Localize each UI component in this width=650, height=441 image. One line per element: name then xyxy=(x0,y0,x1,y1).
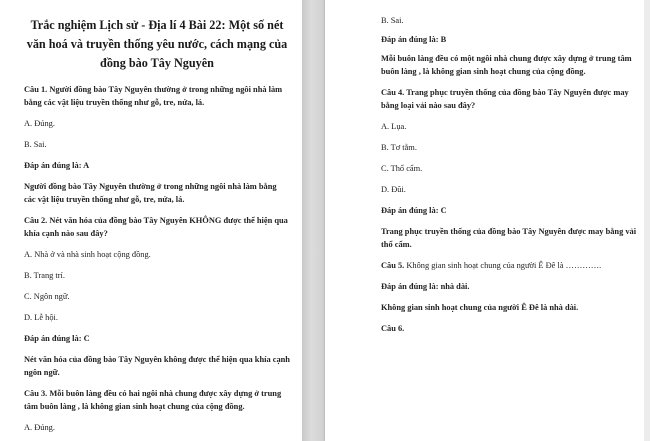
question-6: Câu 6. xyxy=(381,324,405,333)
q2-answer: Đáp án đúng là: C xyxy=(24,334,90,343)
q4-option-d: D. Đũi. xyxy=(381,185,406,194)
q4-answer: Đáp án đúng là: C xyxy=(381,206,447,215)
q3-answer: Đáp án đúng là: B xyxy=(381,35,447,44)
q1-option-b: B. Sai. xyxy=(24,140,47,149)
q3-option-a: A. Đúng. xyxy=(24,423,55,432)
q4-option-c: C. Thổ cẩm. xyxy=(381,164,423,173)
q1-option-a: A. Đúng. xyxy=(24,119,55,128)
document-page-right xyxy=(325,0,650,441)
question-4: Câu 4. Trang phục truyền thống của đồng bào Tây Nguyên được may bằng loại vải nào sau đây? xyxy=(381,88,629,110)
q2-option-d: D. Lễ hội. xyxy=(24,313,58,322)
q2-explanation: Nét văn hóa của đồng bào Tây Nguyên không được thể hiện qua khía cạnh ngôn ngữ. xyxy=(24,355,290,377)
q5-label: Câu 5. xyxy=(381,261,405,270)
q5-text: Không gian sinh hoạt chung của người Ê Đê là …………. xyxy=(404,261,602,270)
q2-option-a: A. Nhà ở và nhà sinh hoạt cộng đồng. xyxy=(24,250,151,259)
vertical-scrollbar[interactable] xyxy=(644,0,650,441)
q4-explanation: Trang phục truyền thống của đồng bào Tây Nguyên được may bằng vải thổ cẩm. xyxy=(381,227,637,249)
document-page-left xyxy=(0,0,302,441)
q1-explanation: Người đồng bào Tây Nguyên thường ở trong những ngôi nhà làm bằng các vật liệu truyền thống như gỗ, tre, nứa, lá. xyxy=(24,182,277,204)
q3-explanation: Mỗi buôn làng đều có một ngôi nhà chung được xây dựng ở trung tâm buôn làng , là không gian sinh hoạt chung của cộng đồng. xyxy=(381,54,632,76)
q2-option-c: C. Ngôn ngữ. xyxy=(24,292,70,301)
q4-option-a: A. Lụa. xyxy=(381,122,407,131)
question-2: Câu 2. Nét văn hóa của đồng bào Tây Nguyên KHÔNG được thể hiện qua khía cạnh nào sau đây? xyxy=(24,216,288,238)
q1-answer: Đáp án đúng là: A xyxy=(24,161,90,170)
q5-explanation: Không gian sinh hoạt chung của người Ê Đê là nhà dài. xyxy=(381,303,579,312)
q5-answer: Đáp án đúng là: nhà dài. xyxy=(381,282,470,291)
q3-option-b: B. Sai. xyxy=(381,16,404,25)
document-title: Trắc nghiệm Lịch sử - Địa lí 4 Bài 22: Một số nét văn hoá và truyền thống yêu nước, cách mạng của đồng bào Tây Nguyên xyxy=(26,18,288,70)
question-3: Câu 3. Mỗi buôn làng đều có hai ngôi nhà chung được xây dựng ở trung tâm buôn làng , là không gian sinh hoạt chung của cộng đồng. xyxy=(24,389,282,411)
q4-option-b: B. Tơ tằm. xyxy=(381,143,417,152)
page-gap xyxy=(302,0,325,441)
question-5 xyxy=(381,259,638,272)
question-1: Câu 1. Người đồng bào Tây Nguyên thường ở trong những ngôi nhà làm bằng các vật liệu truyền thống như gỗ, tre, nứa, lá. xyxy=(24,85,283,107)
q2-option-b: B. Trang trí. xyxy=(24,271,65,280)
